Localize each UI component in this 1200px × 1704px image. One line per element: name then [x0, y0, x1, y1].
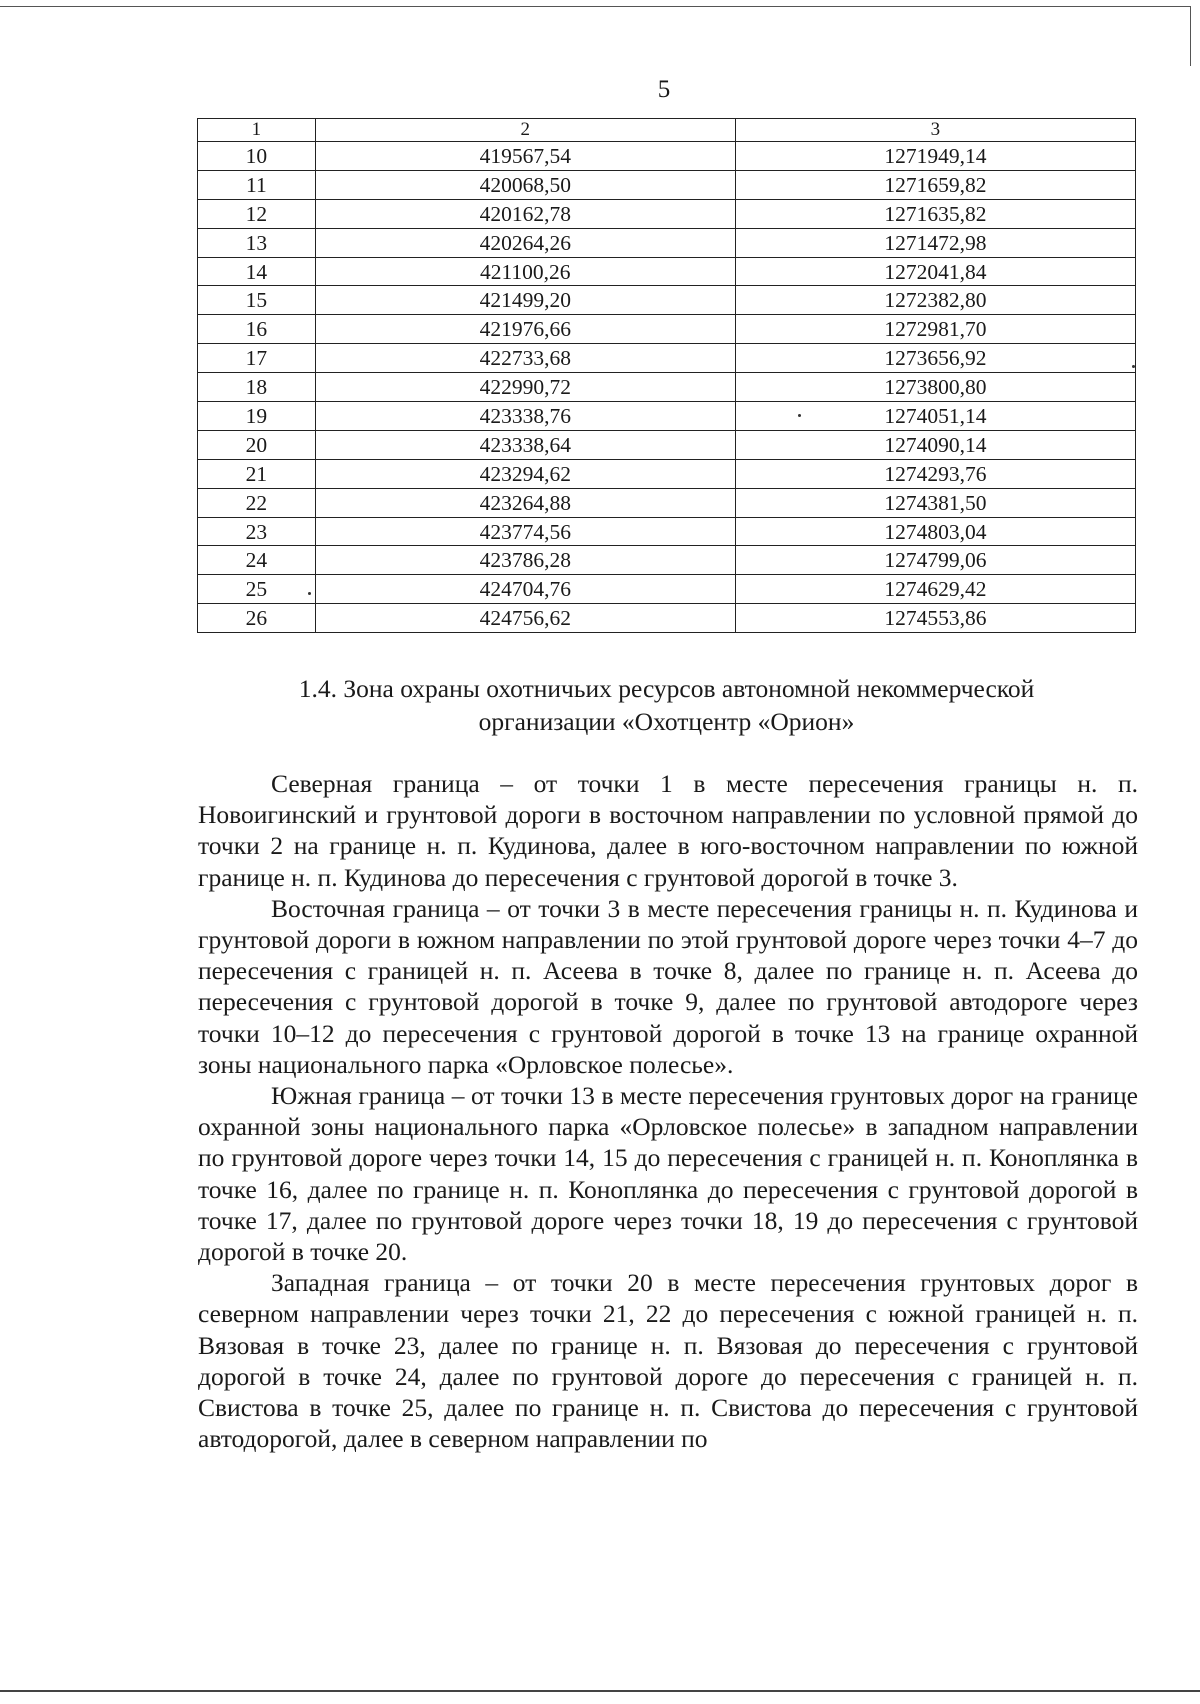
table-cell: 423786,28 [315, 546, 735, 575]
table-cell: 422990,72 [315, 373, 735, 402]
table-cell: 423338,76 [315, 402, 735, 431]
paragraph-east-boundary: Восточная граница – от точки 3 в месте пересечения границы н. п. Кудинова и грунтовой дороги в южном направлении по этой грунтовой дороге через точки 4–7 до пересечения с границей н. п. Асеева в точке 8, далее по границе н. п. Асеева до пересечения с грунтовой дорогой в точке 9, далее по грунтовой автодороге через точки 10–12 до пересечения с грунтовой дорогой в точке 13 на границе охранной зоны национального парка «Орловское полесье». [198, 893, 1138, 1079]
table-cell: 18 [198, 373, 316, 402]
table-row [198, 315, 1136, 344]
table-cell: 1271949,14 [735, 142, 1135, 171]
table-row [198, 575, 1136, 604]
table-cell: 1274553,86 [735, 604, 1135, 633]
table-cell: 1271472,98 [735, 228, 1135, 257]
table-cell: 421100,26 [315, 257, 735, 286]
paragraph-west-boundary: Западная граница – от точки 20 в месте пересечения грунтовых дорог в северном направлении через точки 21, 22 до пересечения с южной границей н. п. Вязовая в точке 23, далее по границе н. п. Вязовая до пересечения с грунтовой дорогой в точке 24, далее по грунтовой дороге до пересечения с границей н. п. Свистова в точке 25, далее по границе н. п. Свистова до пересечения с грунтовой автодорогой, далее в северном направлении по [198, 1268, 1138, 1454]
table-cell: 12 [198, 199, 316, 228]
page-edge-top [0, 6, 1190, 7]
table-cell: 420162,78 [315, 199, 735, 228]
table-row [198, 228, 1136, 257]
table-cell: 1274051,14 [735, 402, 1135, 431]
page-edge-right [1190, 6, 1191, 66]
table-cell: 1272041,84 [735, 257, 1135, 286]
scan-speck [798, 414, 801, 417]
table-cell: 15 [198, 286, 316, 315]
table-row [198, 142, 1136, 171]
table-cell: 420068,50 [315, 170, 735, 199]
table-cell: 1271635,82 [735, 199, 1135, 228]
table-cell: 1273656,92 [735, 344, 1135, 373]
table-cell: 420264,26 [315, 228, 735, 257]
table-row [198, 546, 1136, 575]
table-cell: 11 [198, 170, 316, 199]
table-cell: 14 [198, 257, 316, 286]
table-cell: 23 [198, 517, 316, 546]
table-cell: 16 [198, 315, 316, 344]
table-cell: 419567,54 [315, 142, 735, 171]
table-cell: 19 [198, 402, 316, 431]
column-header: 1 [198, 119, 316, 142]
table-cell: 1271659,82 [735, 170, 1135, 199]
table-cell: 20 [198, 430, 316, 459]
column-header: 3 [735, 119, 1135, 142]
table-cell: 421976,66 [315, 315, 735, 344]
table-cell: 22 [198, 488, 316, 517]
table-row [198, 286, 1136, 315]
table-row [198, 402, 1136, 431]
table-row [198, 517, 1136, 546]
table-row [198, 199, 1136, 228]
table-row [198, 604, 1136, 633]
table-row [198, 344, 1136, 373]
table-row [198, 488, 1136, 517]
table-cell: 423774,56 [315, 517, 735, 546]
body-text [198, 768, 1138, 1454]
table-cell: 17 [198, 344, 316, 373]
column-header: 2 [315, 119, 735, 142]
page-number: 5 [657, 76, 671, 103]
section-heading-line: 1.4. Зона охраны охотничьих ресурсов автономной некоммерческой [298, 674, 1035, 703]
section-heading [197, 672, 1136, 738]
table-cell: 24 [198, 546, 316, 575]
scan-speck [1132, 365, 1135, 368]
page-edge-bottom [0, 1690, 1200, 1692]
scan-speck [308, 592, 311, 595]
table-header-row [198, 119, 1136, 142]
table-cell: 25 [198, 575, 316, 604]
table-row [198, 373, 1136, 402]
coordinates-table [197, 118, 1136, 633]
table-cell: 1274799,06 [735, 546, 1135, 575]
table-cell: 424704,76 [315, 575, 735, 604]
table-row [198, 257, 1136, 286]
table-cell: 424756,62 [315, 604, 735, 633]
paragraph-south-boundary: Южная граница – от точки 13 в месте пересечения грунтовых дорог на границе охранной зоны национального парка «Орловское полесье» в западном направлении по грунтовой дороге через точки 14, 15 до пересечения с границей н. п. Коноплянка в точке 16, далее по границе н. п. Коноплянка до пересечения с грунтовой дорогой в точке 17, далее по грунтовой дороге через точки 18, 19 до пересечения с грунтовой дорогой в точке 20. [198, 1081, 1138, 1267]
table-cell: 1274090,14 [735, 430, 1135, 459]
table-cell: 10 [198, 142, 316, 171]
table-cell: 21 [198, 459, 316, 488]
table-cell: 423264,88 [315, 488, 735, 517]
table-row [198, 430, 1136, 459]
table-cell: 422733,68 [315, 344, 735, 373]
table-cell: 1274293,76 [735, 459, 1135, 488]
table-cell: 421499,20 [315, 286, 735, 315]
table-row [198, 459, 1136, 488]
table-cell: 13 [198, 228, 316, 257]
table-cell: 423338,64 [315, 430, 735, 459]
table-body [198, 142, 1136, 633]
table-cell: 1272382,80 [735, 286, 1135, 315]
table-cell: 1274629,42 [735, 575, 1135, 604]
table-cell: 1272981,70 [735, 315, 1135, 344]
table-cell: 423294,62 [315, 459, 735, 488]
paragraph-north-boundary: Северная граница – от точки 1 в месте пересечения границы н. п. Новоигинский и грунтовой дороги в восточном направлении по условной прямой до точки 2 на границе н. п. Кудинова, далее в юго-восточном направлении по южной границе н. п. Кудинова до пересечения с грунтовой дорогой в точке 3. [198, 769, 1138, 892]
table-row [198, 170, 1136, 199]
section-heading-line: организации «Охотцентр «Орион» [478, 707, 855, 736]
table-cell: 1273800,80 [735, 373, 1135, 402]
table-cell: 26 [198, 604, 316, 633]
table-cell: 1274381,50 [735, 488, 1135, 517]
table-cell: 1274803,04 [735, 517, 1135, 546]
